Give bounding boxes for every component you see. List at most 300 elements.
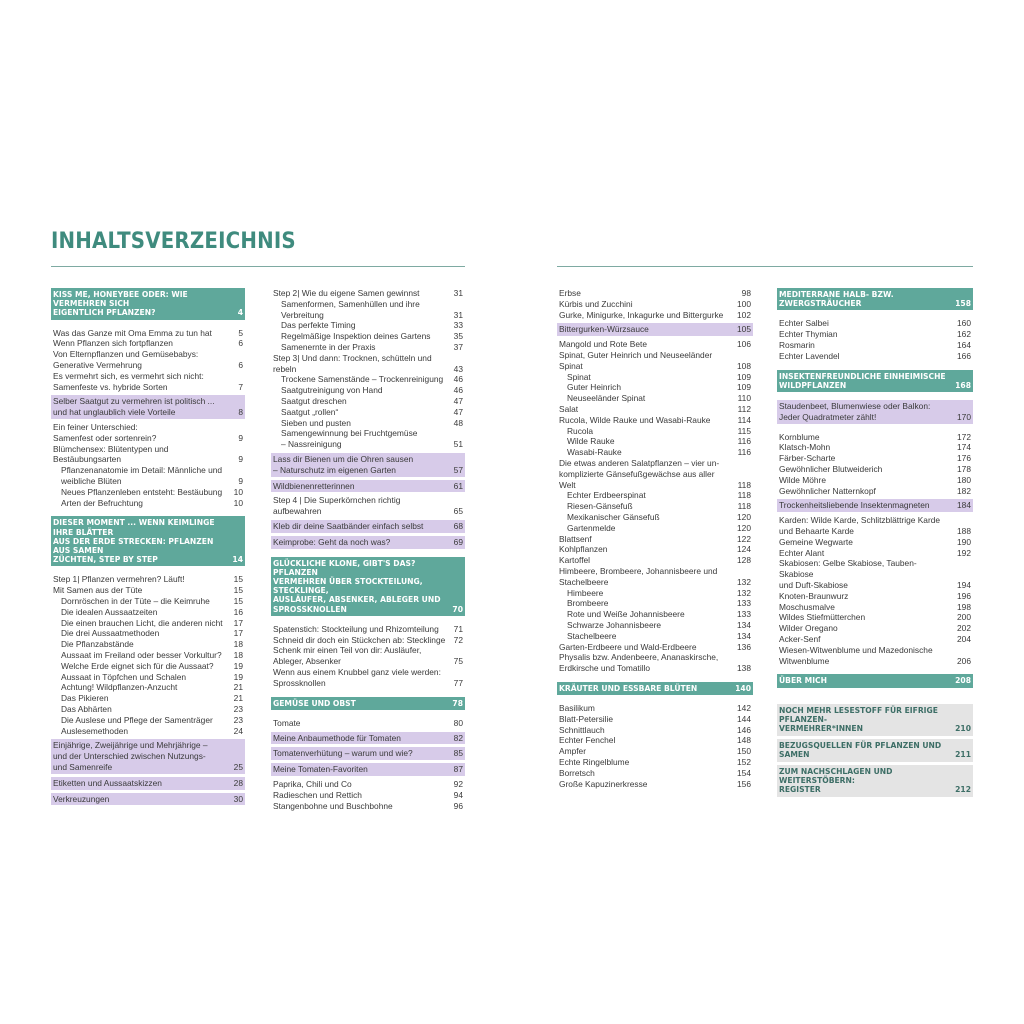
page-number: 46 [453,374,463,385]
entry-title: Spatenstich: Stockteilung und Rhizomteilung [273,623,439,634]
entry-title: Echter Thymian [779,329,838,340]
entry-title: Spinat [567,371,591,382]
toc-subentry[interactable] [271,407,465,418]
entry-title: Radieschen und Rettich [273,789,362,800]
left-page-rule [51,266,465,267]
page-number: 140 [735,683,751,693]
page-number: 172 [957,431,971,442]
toc-entry-highlighted[interactable] [777,499,973,512]
page-number: 4 [237,308,243,318]
entry-title: Salat [559,403,579,414]
entry-title: ZUM NACHSCHLAGEN UND WEITERSTÖBERN: REGISTER [779,766,893,795]
toc-entry[interactable] [51,444,245,466]
page-number: 75 [453,656,463,667]
toc-entry[interactable] [271,779,465,790]
toc-entry[interactable] [271,801,465,812]
toc-entry[interactable] [777,318,973,329]
chapter-heading[interactable] [557,682,753,695]
toc-entry-highlighted[interactable] [271,732,465,745]
entry-title: Etiketten und Aussaatskizzen [53,777,162,788]
entry-title: Auslesemethoden [61,725,129,736]
entry-title: Basilikum [559,703,595,714]
entry-title: Aussaat in Töpfchen und Schalen [61,671,187,682]
chapter-heading[interactable] [777,288,973,310]
toc-subentry[interactable] [557,426,753,437]
chapter-heading[interactable] [777,370,973,392]
page-number: 109 [737,382,751,393]
toc-subentry[interactable] [51,498,245,509]
toc-subentry[interactable] [557,598,753,609]
toc-subentry[interactable] [271,385,465,396]
page-number: 23 [233,714,243,725]
page-number: 200 [957,612,971,623]
toc-entry[interactable] [557,404,753,415]
page-number: 105 [737,324,751,335]
page-number: 80 [453,717,463,728]
page-number: 176 [957,453,971,464]
toc-column-4 [777,288,973,797]
entry-title: Step 4 | Die Superkörnchen richtig aufbewahren [273,495,401,517]
entry-title: Keimprobe: Geht da noch was? [273,536,391,547]
toc-entry[interactable] [271,353,465,375]
toc-entry[interactable] [557,725,753,736]
toc-entry[interactable] [271,495,465,517]
entry-title: Step 2| Wie du eigene Samen gewinnst [273,288,420,298]
toc-subentry[interactable] [557,372,753,383]
entry-title: Regelmäßige Inspektion deines Gartens [281,331,431,342]
toc-subentry[interactable] [51,661,245,672]
page-number: 6 [238,338,243,349]
spacer [557,695,753,703]
page-number: 17 [233,617,243,628]
toc-entry[interactable] [777,340,973,351]
toc-entry[interactable] [557,746,753,757]
entry-title: Das perfekte Timing [281,320,356,331]
page-number: 211 [955,750,971,760]
page-number: 158 [955,299,971,309]
toc-subentry[interactable] [557,490,753,501]
toc-entry[interactable] [557,555,753,566]
chapter-heading[interactable] [777,674,973,687]
page-number: 70 [452,604,463,614]
toc-entry[interactable] [777,612,973,623]
page-number: 21 [233,682,243,693]
entry-title: Wildbienenretterinnen [273,480,355,491]
page-number: 154 [737,767,751,778]
toc-entry-highlighted[interactable] [51,739,245,773]
page-number: 33 [453,320,463,331]
entry-title: BEZUGSQUELLEN FÜR PFLANZEN UND SAMEN [779,740,942,760]
toc-entry-highlighted[interactable] [51,777,245,790]
entry-title: Die drei Aussaatmethoden [61,628,160,639]
spacer [777,696,973,704]
appendix-heading[interactable] [777,765,973,797]
toc-entry[interactable] [557,350,753,372]
toc-subentry[interactable] [557,382,753,393]
entry-title: Stachelbeere [567,630,617,641]
spacer [777,310,973,318]
toc-entry-highlighted[interactable] [271,536,465,549]
page-number: 150 [737,746,751,757]
toc-entry[interactable] [271,624,465,635]
page-number: 48 [453,417,463,428]
spacer [51,320,245,328]
entry-title: Es vermehrt sich, es vermehrt sich nicht: Samenfeste vs. hybride Sorten [53,370,204,392]
entry-title: Samenernte in der Praxis [281,341,376,352]
chapter-heading[interactable] [271,697,465,710]
toc-entry[interactable] [557,642,753,653]
toc-subentry[interactable] [51,693,245,704]
page-number: 110 [737,393,751,404]
page-number: 208 [955,676,971,686]
entry-title: Wiesen-Witwenblume und Mazedonische Witwenblume [779,644,933,666]
toc-entry[interactable] [271,288,465,299]
toc-entry[interactable] [777,464,973,475]
toc-entry[interactable] [557,458,753,490]
toc-entry[interactable] [271,635,465,646]
toc-subentry[interactable] [557,631,753,642]
page-number: 146 [737,724,751,735]
page-number: 198 [957,601,971,612]
entry-title: Spinat, Guter Heinrich und Neuseeländer Spinat [559,349,713,371]
chapter-heading[interactable] [271,557,465,616]
toc-entry[interactable] [271,718,465,729]
page-number: 85 [453,748,463,759]
page-number: 6 [238,360,243,370]
spacer [777,362,973,370]
entry-title: Sieben und pusten [281,417,351,428]
page-number: 166 [957,350,971,361]
page-number: 192 [957,547,971,558]
toc-subentry[interactable] [51,650,245,661]
page-number: 116 [737,436,751,447]
toc-entry-highlighted[interactable] [557,323,753,336]
entry-title: Wildes Stiefmütterchen [779,612,866,623]
toc-subentry[interactable] [51,682,245,693]
toc-subentry[interactable] [51,618,245,629]
toc-entry[interactable] [777,432,973,443]
page-number: 16 [233,606,243,617]
toc-entry[interactable] [557,310,753,321]
toc-column-2 [271,288,465,811]
entry-title: Brombeere [567,598,609,609]
entry-title: Die Auslese und Pflege der Samenträger [61,714,213,725]
page-number: 112 [737,403,751,414]
toc-entry[interactable] [51,349,245,371]
toc-subentry[interactable] [51,715,245,726]
entry-title: Knoten-Braunwurz [779,590,849,601]
entry-title: Kleb dir deine Saatbänder einfach selbst [273,520,424,531]
toc-entry[interactable] [557,566,753,588]
toc-subentry[interactable] [271,342,465,353]
page-number: 51 [453,439,463,450]
page-number: 15 [233,595,243,606]
entry-title: Rote und Weiße Johannisbeere [567,609,685,620]
toc-entry[interactable] [557,714,753,725]
entry-title: Schneid dir doch ein Stückchen ab: Stecklinge [273,634,446,645]
entry-title: Gewöhnlicher Blutweiderich [779,463,883,474]
toc-entry[interactable] [777,515,973,537]
entry-title: Physalis bzw. Andenbeere, Ananaskirsche, Erdkirsche und Tomatillo [559,652,719,674]
toc-entry[interactable] [777,351,973,362]
page-number: 47 [453,395,463,406]
toc-entry-highlighted[interactable] [271,747,465,760]
entry-title: Große Kapuzinerkresse [559,778,648,789]
page-number: 47 [453,406,463,417]
entry-title: Wenn aus einem Knubbel ganz viele werden: Sprossknollen [273,666,441,688]
entry-title: Das Abhärten [61,703,112,714]
entry-title: Garten-Erdbeere und Wald-Erdbeere [559,641,697,652]
entry-title: Neues Pflanzenleben entsteht: Bestäubung [61,486,223,497]
page-number: 162 [957,329,971,340]
toc-subentry[interactable] [271,320,465,331]
toc-entry[interactable] [777,634,973,645]
toc-subentry[interactable] [51,628,245,639]
entry-title: ÜBER MICH [779,676,827,686]
toc-entry[interactable] [777,453,973,464]
toc-subentry[interactable] [271,374,465,385]
entry-title: GLÜCKLICHE KLONE, GIBT'S DAS? PFLANZEN VERMEHREN ÜBER STOCKTEILUNG, STECKLINGE, AUSLÄUFER, ABSENKER, ABLEGER UND SPROSSKNOLLEN [273,558,441,614]
entry-title: Kornblume [779,431,820,442]
entry-title: Wilde Möhre [779,474,827,485]
entry-title: Lass dir Bienen um die Ohren sausen – Naturschutz im eigenen Garten [273,453,414,475]
toc-subentry[interactable] [557,609,753,620]
page-number: 9 [238,475,243,486]
entry-title: Achtung! Wildpflanzen-Anzucht [61,682,178,693]
entry-title: Mangold und Rote Bete [559,339,647,350]
toc-entry[interactable] [557,415,753,426]
toc-entry[interactable] [777,558,973,590]
toc-entry[interactable] [777,486,973,497]
page-number: 46 [453,385,463,396]
entry-title: Klatsch-Mohn [779,442,831,453]
page-number: 132 [737,576,751,587]
toc-entry[interactable] [51,585,245,596]
toc-entry[interactable] [557,768,753,779]
toc-subentry[interactable] [271,428,465,450]
page-number: 120 [737,511,751,522]
toc-subentry[interactable] [271,299,465,321]
toc-subentry[interactable] [557,512,753,523]
toc-entry[interactable] [777,645,973,667]
page-title: INHALTSVERZEICHNIS [51,229,296,254]
toc-entry-highlighted[interactable] [271,453,465,477]
chapter-heading[interactable] [51,516,245,566]
entry-title: Ampfer [559,746,586,757]
toc-subentry[interactable] [51,465,245,487]
toc-subentry[interactable] [557,436,753,447]
toc-entry[interactable] [777,591,973,602]
entry-title: Trockene Samenstände – Trockenreinigung [281,374,444,385]
entry-title: Kohlpflanzen [559,544,608,555]
entry-title: Blümchensex: Blütentypen und Bestäubungsarten [53,443,169,465]
toc-entry[interactable] [557,703,753,714]
toc-entry[interactable] [51,574,245,585]
toc-entry[interactable] [777,475,973,486]
entry-title: Gartenmelde [567,522,616,533]
entry-title: KISS ME, HONEYBEE ODER: WIE VERMEHREN SICH EIGENTLICH PFLANZEN? [53,290,188,318]
page-number: 182 [957,485,971,496]
entry-title: Schwarze Johannisbeere [567,619,662,630]
toc-entry[interactable] [51,371,245,393]
entry-title: Dornröschen in der Tüte – die Keimruhe [61,595,210,606]
page-number: 30 [233,793,243,804]
appendix-heading[interactable] [777,704,973,736]
toc-column-3 [557,288,753,789]
entry-title: Gemeine Wegwarte [779,536,853,547]
spacer [51,508,245,516]
page-number: 180 [957,474,971,485]
toc-subentry[interactable] [557,393,753,404]
page-number: 96 [453,800,463,811]
page-number: 9 [238,454,243,465]
toc-entry-highlighted[interactable] [777,400,973,424]
chapter-heading[interactable] [51,288,245,320]
toc-entry[interactable] [557,299,753,310]
page-number: 19 [233,660,243,671]
toc-subentry[interactable] [271,418,465,429]
toc-entry[interactable] [557,757,753,768]
toc-entry[interactable] [51,422,245,444]
toc-entry[interactable] [271,645,465,667]
page-number: 23 [233,703,243,714]
page-number: 10 [233,497,243,508]
toc-entry[interactable] [271,790,465,801]
right-page-rule [557,266,973,267]
spacer [271,689,465,697]
entry-title: Samengewinnung bei Fruchtgemüse – Nassreinigung [281,428,418,450]
toc-subentry[interactable] [557,501,753,512]
page-number: 15 [233,585,243,596]
spacer [271,549,465,557]
toc-entry[interactable] [557,544,753,555]
toc-entry[interactable] [777,329,973,340]
page-number: 68 [453,520,463,531]
entry-title: Rosmarin [779,340,815,350]
toc-subentry[interactable] [557,447,753,458]
page-number: 188 [957,525,971,536]
toc-entry-highlighted[interactable] [271,520,465,533]
toc-entry[interactable] [777,548,973,559]
entry-title: Was das Ganze mit Oma Emma zu tun hat [53,327,212,338]
toc-entry-highlighted[interactable] [271,480,465,493]
toc-subentry[interactable] [51,487,245,498]
toc-subentry[interactable] [557,588,753,599]
toc-entry[interactable] [51,338,245,349]
entry-title: Gewöhnlicher Natternkopf [779,485,876,496]
toc-entry-highlighted[interactable] [51,395,245,419]
toc-entry[interactable] [557,534,753,545]
entry-title: Von Elternpflanzen und Gemüsebabys: Generative Vermehrung [53,349,199,370]
entry-title: Die einen brauchen Licht, die anderen nicht [61,617,223,628]
page-number: 17 [233,628,243,639]
page-number: 178 [957,463,971,474]
entry-title: Blatt-Petersilie [559,713,613,724]
entry-title: Echte Ringelblume [559,757,630,768]
toc-entry[interactable] [557,288,753,299]
entry-title: Kartoffel [559,555,591,566]
toc-entry[interactable] [557,735,753,746]
page-number: 196 [957,590,971,601]
page-number: 116 [737,447,751,458]
toc-subentry[interactable] [557,620,753,631]
appendix-heading[interactable] [777,739,973,762]
page-number: 156 [737,778,751,789]
toc-column-1 [51,288,245,805]
toc-entry[interactable] [271,667,465,689]
entry-title: Tomate [273,717,301,728]
page-number: 204 [957,633,971,644]
toc-entry[interactable] [777,537,973,548]
toc-subentry[interactable] [51,639,245,650]
toc-entry[interactable] [777,442,973,453]
toc-subentry[interactable] [271,331,465,342]
toc-subentry[interactable] [51,607,245,618]
page-number: 164 [957,340,971,350]
page-number: 87 [453,764,463,775]
toc-entry-highlighted[interactable] [51,793,245,806]
entry-title: Saatgut „rollen“ [281,406,339,417]
toc-subentry[interactable] [51,704,245,715]
spacer [777,666,973,674]
entry-title: Schenk mir einen Teil von dir: Ausläufer, Ableger, Absenker [273,645,422,667]
entry-title: Paprika, Chili und Co [273,778,352,789]
page-number: 168 [955,380,971,390]
entry-title: Arten der Befruchtung [61,497,143,508]
page-number: 118 [737,501,751,512]
entry-title: Schnittlauch [559,724,605,735]
spacer [51,566,245,574]
entry-title: Aussaat im Freiland oder besser Vorkultur? [61,649,222,660]
page-number: 108 [737,360,751,371]
entry-title: Saatgutreinigung von Hand [281,385,383,396]
entry-title: Bittergurken-Würzsauce [559,324,649,335]
toc-subentry[interactable] [51,726,245,737]
toc-subentry[interactable] [51,672,245,683]
toc-subentry[interactable] [557,523,753,534]
entry-title: KRÄUTER UND ESSBARE BLÜTEN [559,683,698,693]
page-number: 160 [957,318,971,329]
toc-entry[interactable] [51,328,245,339]
entry-title: Neuseeländer Spinat [567,393,646,404]
page-number: 43 [453,363,463,374]
entry-title: Kürbis und Zucchini [559,298,633,309]
entry-title: Selber Saatgut zu vermehren ist politisch ... und hat unglaublich viele Vorteile [53,396,215,418]
toc-subentry[interactable] [51,596,245,607]
page-number: 9 [238,432,243,443]
entry-title: Tomatenverhütung – warum und wie? [273,748,413,759]
page-number: 25 [233,761,243,772]
page-number: 118 [737,479,751,490]
toc-entry-highlighted[interactable] [271,763,465,776]
toc-subentry[interactable] [271,396,465,407]
entry-title: Echter Erdbeerspinat [567,490,646,501]
page-number: 10 [233,486,243,497]
page-number: 37 [453,341,463,352]
page-number: 109 [737,371,751,382]
toc-entry[interactable] [557,339,753,350]
page-number: 77 [453,677,463,688]
page-number: 136 [737,641,751,652]
page-number: 212 [955,785,971,795]
entry-title: Karden: Wilde Karde, Schlitzblättrige Karde und Behaarte Karde [779,515,941,536]
toc-entry[interactable] [777,623,973,634]
page-number: 61 [453,480,463,491]
toc-entry[interactable] [557,652,753,674]
toc-entry[interactable] [557,779,753,790]
page-number: 115 [737,425,751,436]
toc-entry[interactable] [777,602,973,613]
